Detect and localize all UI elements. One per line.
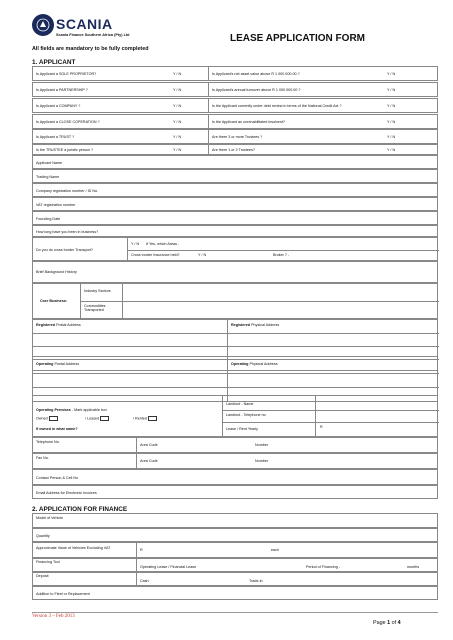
premises-row bbox=[32, 395, 438, 437]
fax-label: Fax No. bbox=[36, 456, 49, 460]
core-business-label: Core Business: bbox=[40, 299, 68, 303]
yes-no-toggle[interactable]: Y / N bbox=[387, 148, 396, 152]
contact-label: Contact Person & Cell No bbox=[36, 476, 79, 480]
company-reg-row[interactable] bbox=[32, 183, 438, 197]
yes-no-toggle[interactable]: Y / N bbox=[387, 72, 396, 76]
telephone-row bbox=[32, 437, 438, 453]
approx-value-row bbox=[32, 542, 438, 558]
question-label: Is Applicant a PARTNERSHIP ? bbox=[36, 88, 88, 92]
page-number: Page 1 of 4 bbox=[373, 620, 401, 626]
core-business-row bbox=[32, 283, 438, 319]
months-label: months bbox=[407, 565, 420, 569]
applicant-name-row[interactable] bbox=[32, 155, 438, 169]
question-label: Is the Applicant currently under debt review in terms of the National Credit Act ? bbox=[212, 104, 342, 108]
registered-postal-label: Registered Postal Address bbox=[36, 323, 81, 327]
cross-border-insurance-label: Cross border Insurance held? bbox=[131, 253, 180, 257]
owned-option[interactable]: Owned bbox=[36, 416, 58, 421]
yes-no-toggle[interactable]: Y / N bbox=[173, 148, 182, 152]
landlord-name-label: Landlord - Name bbox=[226, 402, 254, 406]
cross-border-label: Do you do cross border Transport? bbox=[36, 248, 93, 252]
broker-label: Broker ? - bbox=[273, 253, 290, 257]
rented-checkbox[interactable] bbox=[148, 416, 157, 421]
company-reg-label: Company registration number / ID No. bbox=[36, 189, 99, 193]
model-label: Model of Vehicle bbox=[36, 516, 64, 520]
tel-area-code-label: Area Code bbox=[140, 443, 158, 447]
yes-no-toggle[interactable]: Y / N bbox=[173, 88, 182, 92]
financing-tool-label: Financing Tool bbox=[36, 560, 60, 564]
registered-physical-label: Registered Physical Address bbox=[231, 323, 280, 327]
form-title: LEASE APPLICATION FORM bbox=[230, 33, 365, 44]
deposit-row bbox=[32, 572, 438, 586]
lease-type-option[interactable]: Operating Lease / Financial Lease bbox=[140, 565, 197, 569]
brand-name: SCANIA bbox=[56, 16, 113, 32]
owned-checkbox[interactable] bbox=[49, 416, 58, 421]
premises-label: Operating Premises - Mark applicable box bbox=[36, 408, 107, 412]
industry-sectors-label: Industry Sectors bbox=[84, 289, 111, 293]
question-label: Is Applicant a SOLE PROPRIETOR? bbox=[36, 72, 97, 76]
quantity-row[interactable] bbox=[32, 528, 438, 542]
cross-border-row bbox=[32, 237, 438, 261]
operating-postal-label: Operating Postal Address bbox=[36, 362, 80, 366]
model-row[interactable] bbox=[32, 513, 438, 528]
trade-in-label: Trade-in bbox=[249, 579, 263, 583]
yn-row bbox=[32, 144, 438, 155]
question-label: Is Applicant a TRUST ? bbox=[36, 135, 75, 139]
how-long-row[interactable] bbox=[32, 225, 438, 237]
tel-number-label: Number bbox=[255, 443, 269, 447]
lease-rent-label: Lease / Rent Yearly bbox=[226, 427, 258, 431]
question-label: Are there 1 or 2 Trustees? bbox=[212, 148, 255, 152]
founding-date-label: Founding Date bbox=[36, 217, 61, 221]
leased-checkbox[interactable] bbox=[100, 416, 109, 421]
leased-option[interactable]: / Leased bbox=[85, 416, 109, 421]
email-label: Email Address for Electronic Invoices bbox=[36, 491, 97, 495]
yes-no-toggle[interactable]: Y / N bbox=[387, 120, 396, 124]
version-label: Version 3 – Feb 2013 bbox=[32, 614, 75, 619]
period-label: Period of Financing - bbox=[306, 565, 341, 569]
addition-label: Addition to Fleet or Replacement bbox=[36, 592, 90, 596]
rented-option[interactable]: / Rented bbox=[133, 416, 157, 421]
vat-reg-label: VAT registration number bbox=[36, 203, 76, 207]
yes-no-toggle[interactable]: Y / N bbox=[387, 88, 396, 92]
question-label: Is Applicant a CLOSE COPERATION ? bbox=[36, 120, 100, 124]
yes-no-toggle[interactable]: Y / N bbox=[173, 135, 182, 139]
quantity-label: Quantity bbox=[36, 534, 50, 538]
fax-area-code-label: Area Code bbox=[140, 459, 158, 463]
yes-no-toggle[interactable]: Y / N bbox=[173, 120, 182, 124]
addition-row[interactable] bbox=[32, 586, 438, 600]
brief-history-row[interactable] bbox=[32, 261, 438, 283]
deposit-label: Deposit bbox=[36, 574, 49, 578]
logo bbox=[32, 14, 54, 36]
mandatory-note: All fields are mandatory to be fully completed bbox=[32, 46, 149, 52]
yes-no-toggle[interactable]: Y / N bbox=[173, 72, 182, 76]
trading-name-label: Trading Name bbox=[36, 175, 60, 179]
approx-value-label: Approximate Value of Vehicles Excluding VAT bbox=[36, 546, 111, 550]
telephone-label: Telephone No. bbox=[36, 440, 60, 444]
section-finance-heading: 2. APPLICATION FOR FINANCE bbox=[32, 506, 128, 513]
which-areas-label: If Yes, which Areas - bbox=[146, 242, 180, 246]
lease-rent-currency: R bbox=[320, 425, 323, 429]
contact-row[interactable] bbox=[32, 469, 438, 485]
cash-label: Cash bbox=[140, 579, 149, 583]
fax-number-label: Number bbox=[255, 459, 269, 463]
company-name: Scania Finance Southern Africa (Pty) Ltd bbox=[56, 33, 130, 37]
if-owned-label: If owned in what name? bbox=[36, 427, 78, 431]
founding-date-row[interactable] bbox=[32, 211, 438, 225]
question-label: Is Applicant's annual turnover above R 1 000 000.00 ? bbox=[212, 88, 301, 92]
email-row[interactable] bbox=[32, 485, 438, 499]
insurance-yn[interactable]: Y / N bbox=[198, 253, 207, 257]
question-label: Is the Applicant an unrehabilitated insolvent? bbox=[212, 120, 285, 124]
fax-row bbox=[32, 453, 438, 469]
operating-physical-label: Operating Physical Address bbox=[231, 362, 278, 366]
question-label: Is Applicant's net asset value above R 1 000 000.00 ? bbox=[212, 72, 300, 76]
yn-row bbox=[32, 66, 438, 81]
cross-border-yn[interactable]: Y / N bbox=[131, 242, 140, 246]
question-label: Are there 3 or more Trustees ? bbox=[212, 135, 263, 139]
how-long-label: How long have you been in business? bbox=[36, 230, 99, 234]
commodities-label: Commodities Transported bbox=[84, 304, 106, 312]
approx-value-currency: R bbox=[140, 548, 143, 552]
question-label: Is the TRUSTEE a juristic person ? bbox=[36, 148, 94, 152]
approx-value-each: each bbox=[271, 548, 279, 552]
footer-divider bbox=[32, 612, 438, 613]
vat-reg-row[interactable] bbox=[32, 197, 438, 211]
applicant-name-label: Applicant Name bbox=[36, 161, 63, 165]
yn-row bbox=[32, 129, 438, 144]
brief-history-label: Brief Background History bbox=[36, 270, 77, 274]
landlord-tel-label: Landlord - Telephone no bbox=[226, 413, 266, 417]
financing-tool-row bbox=[32, 558, 438, 572]
griffin-icon bbox=[36, 18, 50, 32]
yn-row bbox=[32, 114, 438, 129]
yes-no-toggle[interactable]: Y / N bbox=[173, 104, 182, 108]
section-applicant-heading: 1. APPLICANT bbox=[32, 59, 76, 66]
trading-name-row[interactable] bbox=[32, 169, 438, 183]
question-label: Is Applicant a COMPANY ? bbox=[36, 104, 81, 108]
yn-row bbox=[32, 82, 438, 97]
yes-no-toggle[interactable]: Y / N bbox=[387, 104, 396, 108]
yes-no-toggle[interactable]: Y / N bbox=[387, 135, 396, 139]
yn-row bbox=[32, 98, 438, 113]
